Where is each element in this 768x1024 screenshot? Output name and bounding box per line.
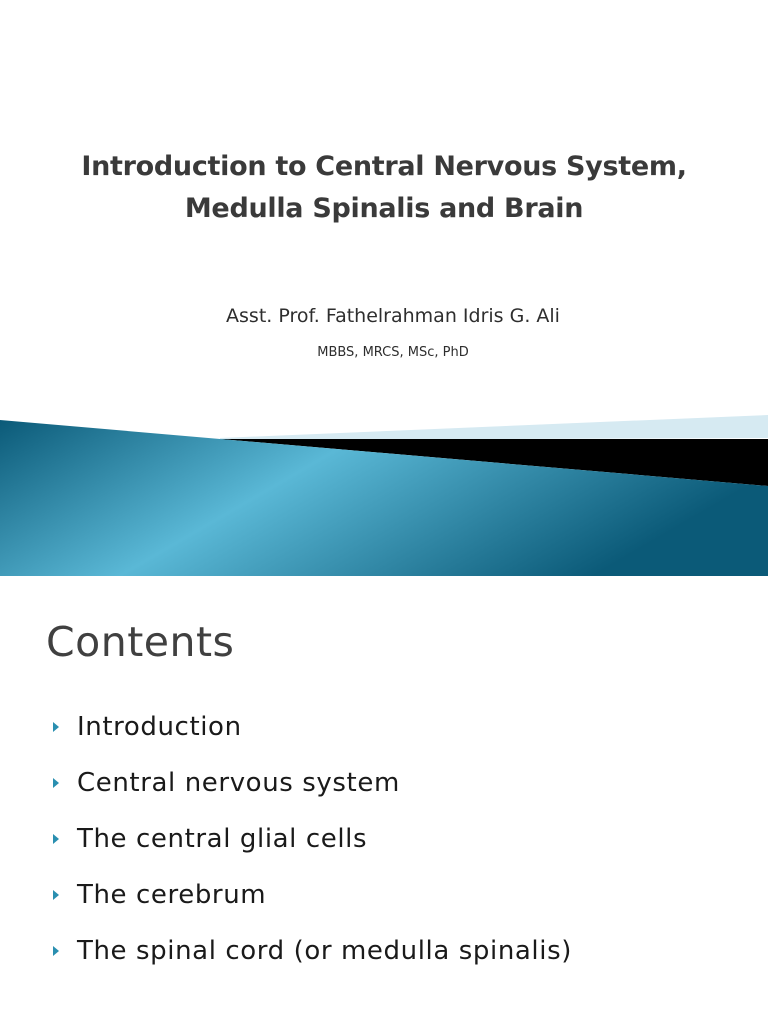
triangle-right-icon xyxy=(53,890,59,900)
slide-title-line-2: Medulla Spinalis and Brain xyxy=(184,193,584,224)
list-item-label: The central glial cells xyxy=(77,824,368,854)
triangle-right-icon xyxy=(53,722,59,732)
list-item-label: The spinal cord (or medulla spinalis) xyxy=(77,936,572,966)
list-item xyxy=(53,768,572,824)
author-credentials: MBBS, MRCS, MSc, PhD xyxy=(317,345,469,360)
decorative-banner xyxy=(0,400,768,576)
contents-heading: Contents xyxy=(46,618,235,666)
triangle-right-icon xyxy=(53,778,59,788)
list-item xyxy=(53,712,572,768)
pale-blue-stripe xyxy=(220,415,768,440)
list-item xyxy=(53,880,572,936)
list-item-label: Central nervous system xyxy=(77,768,400,798)
list-item-label: Introduction xyxy=(77,712,242,742)
contents-list xyxy=(53,712,572,992)
list-item xyxy=(53,824,572,880)
list-item-label: The cerebrum xyxy=(77,880,267,910)
triangle-right-icon xyxy=(53,834,59,844)
contents-slide xyxy=(0,576,768,1024)
list-item xyxy=(53,936,572,992)
triangle-right-icon xyxy=(53,946,59,956)
slide-title xyxy=(0,146,768,230)
author-name: Asst. Prof. Fathelrahman Idris G. Ali xyxy=(226,305,560,327)
slide-title-line-1: Introduction to Central Nervous System, xyxy=(81,151,687,182)
